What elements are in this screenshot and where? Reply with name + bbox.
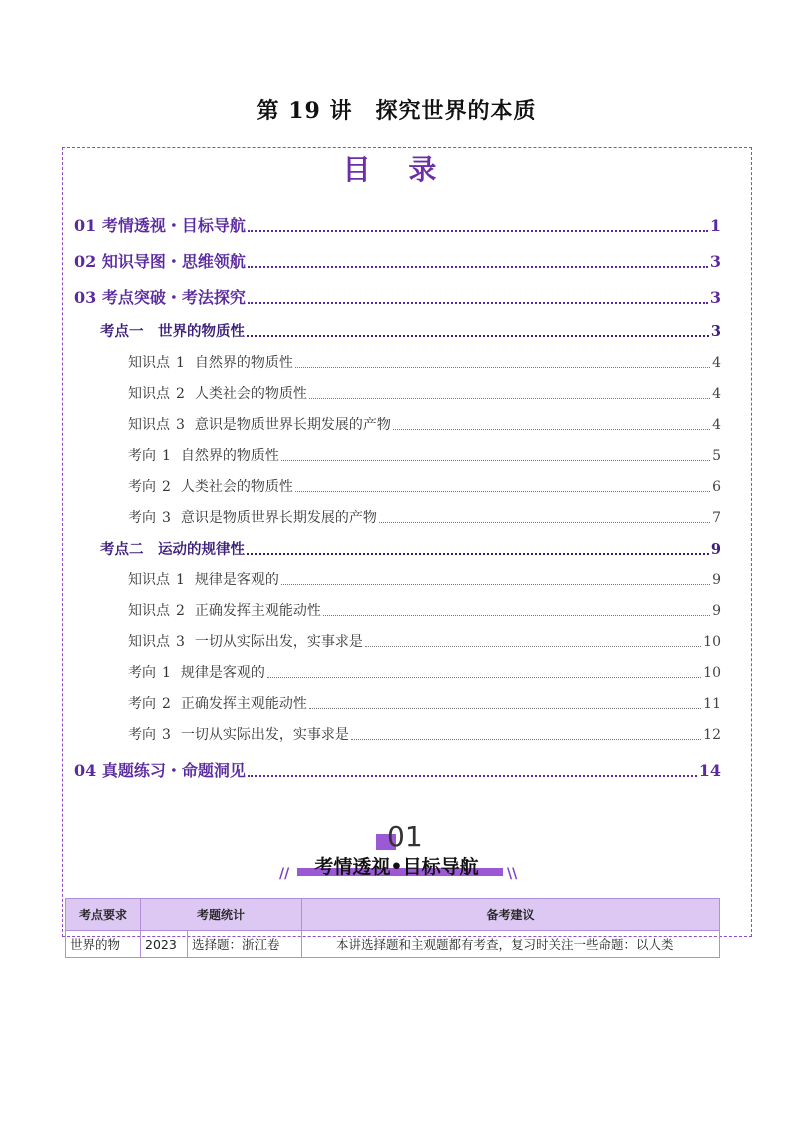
- toc-page-number: 4: [712, 355, 721, 371]
- toc-subentry-num: 2: [176, 386, 185, 402]
- toc-page-number: 5: [712, 448, 721, 464]
- leader-dots: [393, 429, 710, 430]
- toc-entry-label: 01 考情透视・目标导航: [74, 216, 246, 235]
- leader-dots: [247, 335, 709, 337]
- toc-page-number: 1: [709, 216, 721, 235]
- toc-subentry-kind: 考向: [128, 727, 156, 743]
- toc-subentry-kind: 知识点: [128, 634, 170, 650]
- leader-dots: [365, 646, 701, 647]
- toc-subentry[interactable]: [128, 631, 721, 651]
- toc-entry-label: 考点二 运动的规律性: [100, 541, 245, 558]
- toc-subentry[interactable]: [128, 383, 721, 403]
- toc-page-number: 12: [703, 727, 721, 743]
- toc-subentry[interactable]: [128, 600, 721, 620]
- toc-subentry-kind: 考向: [128, 696, 156, 712]
- toc-page-number: 10: [703, 665, 721, 681]
- leader-dots: [248, 266, 708, 268]
- toc-entry-03[interactable]: [74, 285, 721, 308]
- toc-subentry-text: 自然界的物质性: [194, 355, 293, 371]
- leader-dots: [248, 230, 708, 232]
- leader-dots: [309, 398, 710, 399]
- toc-page-number: 4: [712, 417, 721, 433]
- leader-dots: [247, 553, 709, 555]
- toc-subentry-kind: 考向: [128, 665, 156, 681]
- toc-subentry-text: 意识是物质世界长期发展的产物: [180, 510, 377, 526]
- toc-entry-01[interactable]: [74, 213, 721, 236]
- toc-subentry[interactable]: [128, 662, 721, 682]
- toc-page-number: 10: [703, 634, 721, 650]
- toc-entry-kaodian-1[interactable]: [100, 320, 721, 341]
- toc-subentry[interactable]: [128, 693, 721, 713]
- toc-heading: 目 录: [342, 153, 451, 186]
- toc-subentry-num: 3: [162, 510, 171, 526]
- toc-page-number: 7: [712, 510, 721, 526]
- toc-subentry-text: 规律是客观的: [194, 572, 279, 588]
- toc-subentry-num: 3: [162, 727, 171, 743]
- table-header-row: [66, 899, 720, 931]
- table-cell: 本讲选择题和主观题都有考查，复习时关注一些命题：以人类: [302, 931, 720, 958]
- toc-page-number: 14: [698, 761, 721, 780]
- toc-entry-label: 考点一 世界的物质性: [100, 323, 245, 340]
- toc-subentry-text: 意识是物质世界长期发展的产物: [194, 417, 391, 433]
- toc-page-number: 4: [712, 386, 721, 402]
- table-cell: 世界的物: [66, 931, 141, 958]
- toc-subentry[interactable]: [128, 352, 721, 372]
- toc-entry-label: 02 知识导图・思维领航: [74, 252, 246, 271]
- toc-page-number: 3: [709, 252, 721, 271]
- leader-dots: [281, 460, 710, 461]
- toc-subentry-kind: 知识点: [128, 603, 170, 619]
- toc-subentry-kind: 知识点: [128, 355, 170, 371]
- toc-page-number: 6: [712, 479, 721, 495]
- leader-dots: [295, 367, 710, 368]
- toc-entry-02[interactable]: [74, 249, 721, 272]
- table-cell: 选择题：浙江卷: [188, 931, 302, 958]
- toc-subentry-kind: 知识点: [128, 386, 170, 402]
- toc-page-number: 9: [710, 541, 721, 558]
- section-title: 考情透视•目标导航: [314, 856, 479, 878]
- toc-subentry-text: 规律是客观的: [180, 665, 265, 681]
- leader-dots: [248, 775, 697, 777]
- toc-subentry-num: 1: [162, 665, 171, 681]
- toc-subentry-kind: 知识点: [128, 417, 170, 433]
- toc-subentry-text: 人类社会的物质性: [180, 479, 293, 495]
- toc-subentry-num: 3: [176, 417, 185, 433]
- toc-subentry-num: 1: [162, 448, 171, 464]
- toc-page-number: 3: [710, 323, 721, 340]
- leader-dots: [351, 739, 701, 740]
- leader-dots: [267, 677, 701, 678]
- toc-subentry-text: 一切从实际出发，实事求是: [194, 634, 363, 650]
- toc-subentry-num: 1: [176, 355, 185, 371]
- toc-subentry-num: 1: [176, 572, 185, 588]
- toc-subentry[interactable]: [128, 445, 721, 465]
- toc-page-number: 11: [703, 696, 721, 712]
- toc-subentry-num: 2: [162, 696, 171, 712]
- toc-subentry[interactable]: [128, 507, 721, 527]
- toc-subentry-num: 2: [176, 603, 185, 619]
- toc-entry-kaodian-2[interactable]: [100, 538, 721, 559]
- leader-dots: [309, 708, 701, 709]
- leader-dots: [295, 491, 710, 492]
- leader-dots: [281, 584, 710, 585]
- table-row: [66, 931, 720, 958]
- table-header-cell: 考点要求: [66, 899, 141, 931]
- toc-subentry-text: 正确发挥主观能动性: [180, 696, 307, 712]
- toc-subentry-kind: 考向: [128, 479, 156, 495]
- toc-subentry-kind: 考向: [128, 448, 156, 464]
- table-cell: 2023: [141, 931, 188, 958]
- section-right-mark: \\: [507, 866, 518, 882]
- leader-dots: [323, 615, 710, 616]
- toc-subentry-kind: 考向: [128, 510, 156, 526]
- leader-dots: [248, 302, 708, 304]
- table-header-cell: 考题统计: [141, 899, 302, 931]
- table-header-cell: 备考建议: [302, 899, 720, 931]
- toc-entry-label: 03 考点突破・考法探究: [74, 288, 246, 307]
- toc-subentry-num: 3: [176, 634, 185, 650]
- toc-subentry[interactable]: [128, 569, 721, 589]
- toc-subentry-text: 一切从实际出发，实事求是: [180, 727, 349, 743]
- toc-subentry-text: 正确发挥主观能动性: [194, 603, 321, 619]
- leader-dots: [379, 522, 710, 523]
- page-title: 第 19 讲 探究世界的本质: [256, 98, 537, 124]
- toc-subentry[interactable]: [128, 724, 721, 744]
- toc-entry-label: 04 真题练习・命题洞见: [74, 761, 246, 780]
- toc-subentry-num: 2: [162, 479, 171, 495]
- toc-subentry[interactable]: [128, 476, 721, 496]
- exam-analysis-table: [65, 898, 720, 958]
- section-number: 01: [387, 820, 423, 853]
- toc-subentry-kind: 知识点: [128, 572, 170, 588]
- toc-entry-04[interactable]: [74, 758, 721, 781]
- section-left-mark: //: [279, 866, 290, 882]
- toc-page-number: 3: [709, 288, 721, 307]
- toc-subentry-text: 人类社会的物质性: [194, 386, 307, 402]
- toc-subentry-text: 自然界的物质性: [180, 448, 279, 464]
- toc-subentry[interactable]: [128, 414, 721, 434]
- toc-page-number: 9: [712, 572, 721, 588]
- toc-page-number: 9: [712, 603, 721, 619]
